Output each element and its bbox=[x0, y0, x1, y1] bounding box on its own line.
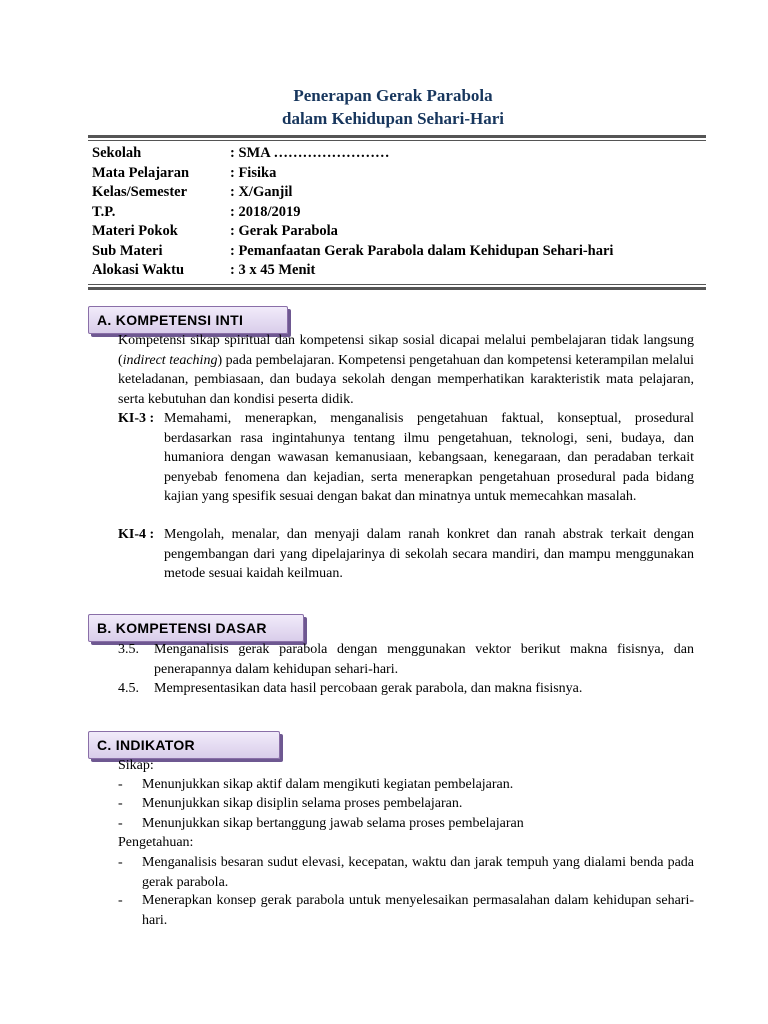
section-heading-kompetensi-dasar: B. KOMPETENSI DASAR bbox=[88, 614, 304, 642]
ki-4-label: KI-4 : bbox=[118, 527, 155, 542]
bottom-rule-thin bbox=[88, 284, 706, 285]
kd-4-5-item bbox=[118, 679, 694, 699]
info-value: : 2018/2019 bbox=[230, 203, 301, 220]
bullet-dash: - bbox=[118, 777, 123, 792]
info-row-sekolah bbox=[92, 144, 613, 164]
bullet-dash: - bbox=[118, 816, 123, 831]
info-value: : Pemanfaatan Gerak Parabola dalam Kehidupan Sehari-hari bbox=[230, 242, 614, 259]
section-heading-indikator: C. INDIKATOR bbox=[88, 731, 280, 759]
info-row-mapel bbox=[92, 164, 613, 184]
kd-4-5-text: Mempresentasikan data hasil percobaan gerak parabola, dan makna fisisnya. bbox=[154, 681, 583, 696]
section-heading-kompetensi-inti: A. KOMPETENSI INTI bbox=[88, 306, 288, 334]
ki-3-item bbox=[118, 409, 694, 507]
kd-3-5-text: Menganalisis gerak parabola dengan menggunakan vektor berikut makna fisisnya, dan penerapannya dalam kehidupan sehari-hari. bbox=[154, 642, 694, 677]
info-key: Alokasi Waktu bbox=[92, 262, 185, 278]
kd-3-5-number: 3.5. bbox=[118, 642, 139, 657]
title-line-2: dalam Kehidupan Sehari-Hari bbox=[282, 109, 504, 128]
identity-table bbox=[92, 144, 613, 281]
pengetahuan-item bbox=[118, 853, 694, 892]
pengetahuan-item-text: Menganalisis besaran sudut elevasi, kecepatan, waktu dan jarak tempuh yang dialami benda pada gerak parabola. bbox=[142, 855, 694, 890]
info-row-materi bbox=[92, 222, 613, 242]
sikap-item-text: Menunjukkan sikap bertanggung jawab selama proses pembelajaran bbox=[142, 816, 524, 831]
info-key: Sekolah bbox=[92, 145, 142, 161]
sikap-item bbox=[118, 794, 694, 814]
kd-3-5-item bbox=[118, 640, 694, 679]
sikap-item bbox=[118, 775, 694, 795]
intro-text-1: Kompetensi sikap spiritual dan kompetensi sikap sosial dicapai melalui pembelajaran tidak langsung ( bbox=[118, 333, 694, 368]
info-row-submateri bbox=[92, 242, 613, 262]
sikap-item-text: Menunjukkan sikap aktif dalam mengikuti kegiatan pembelajaran. bbox=[142, 777, 514, 792]
info-key: Mata Pelajaran bbox=[92, 164, 190, 181]
kompetensi-inti-intro bbox=[118, 331, 694, 409]
top-rule-thin bbox=[88, 140, 706, 141]
bullet-dash: - bbox=[118, 855, 123, 870]
bullet-dash: - bbox=[118, 796, 123, 811]
intro-text-2: ) pada pembelajaran. Kompetensi pengetahuan dan kompetensi keterampilan melalui keteladanan, pembiasaan, dan budaya sekolah dengan memperhatikan karakteristik mata pelajaran, serta kebutuhan dan kondisi peserta didik. bbox=[118, 352, 694, 407]
kd-4-5-number: 4.5. bbox=[118, 681, 139, 696]
pengetahuan-label: Pengetahuan: bbox=[118, 835, 194, 850]
ki-4-item bbox=[118, 525, 694, 584]
ki-3-text: Memahami, menerapkan, menganalisis pengetahuan faktual, konseptual, prosedural berdasarkan rasa ingintahunya tentang ilmu pengetahuan, teknologi, seni, budaya, dan humaniora dengan wawasan kemanusiaan, kebangsaan, kenegaraan, dan peradaban terkait penyebab fenomena dan kejadian, serta menerapkan pengetahuan prosedural pada bidang kajian yang spesifik sesuai dengan bakat dan minatnya untuk memecahkan masalah. bbox=[164, 411, 694, 504]
info-row-tp bbox=[92, 203, 613, 223]
info-value: : X/Ganjil bbox=[230, 184, 293, 200]
sikap-item bbox=[118, 814, 694, 834]
info-value: : 3 x 45 Menit bbox=[230, 262, 316, 278]
ki-3-label: KI-3 : bbox=[118, 411, 155, 426]
sikap-item-text: Menunjukkan sikap disiplin selama proses pembelajaran. bbox=[142, 796, 463, 811]
info-key: Materi Pokok bbox=[92, 223, 178, 239]
intro-italic: indirect teaching bbox=[122, 352, 218, 368]
info-key: Kelas/Semester bbox=[92, 184, 188, 200]
info-key: Sub Materi bbox=[92, 242, 163, 259]
info-value: : SMA …………………… bbox=[230, 145, 390, 161]
bottom-rule-thick bbox=[88, 287, 706, 290]
title-line-1: Penerapan Gerak Parabola bbox=[293, 86, 493, 105]
info-value: : Gerak Parabola bbox=[230, 223, 338, 239]
bullet-dash: - bbox=[118, 893, 123, 908]
info-row-alokasi bbox=[92, 261, 613, 281]
info-key: T.P. bbox=[92, 203, 116, 220]
pengetahuan-item-text: Menerapkan konsep gerak parabola untuk menyelesaikan permasalahan dalam kehidupan sehari-hari. bbox=[142, 893, 694, 928]
info-row-kelas bbox=[92, 183, 613, 203]
ki-4-text: Mengolah, menalar, dan menyaji dalam ranah konkret dan ranah abstrak terkait dengan pengembangan dari yang dipelajarinya di sekolah secara mandiri, dan mampu menggunakan metode sesuai kaidah keilmuan. bbox=[164, 527, 694, 581]
top-rule-thick bbox=[88, 135, 706, 138]
sikap-label: Sikap: bbox=[118, 758, 154, 773]
info-value: : Fisika bbox=[230, 164, 277, 181]
pengetahuan-item bbox=[118, 891, 694, 930]
